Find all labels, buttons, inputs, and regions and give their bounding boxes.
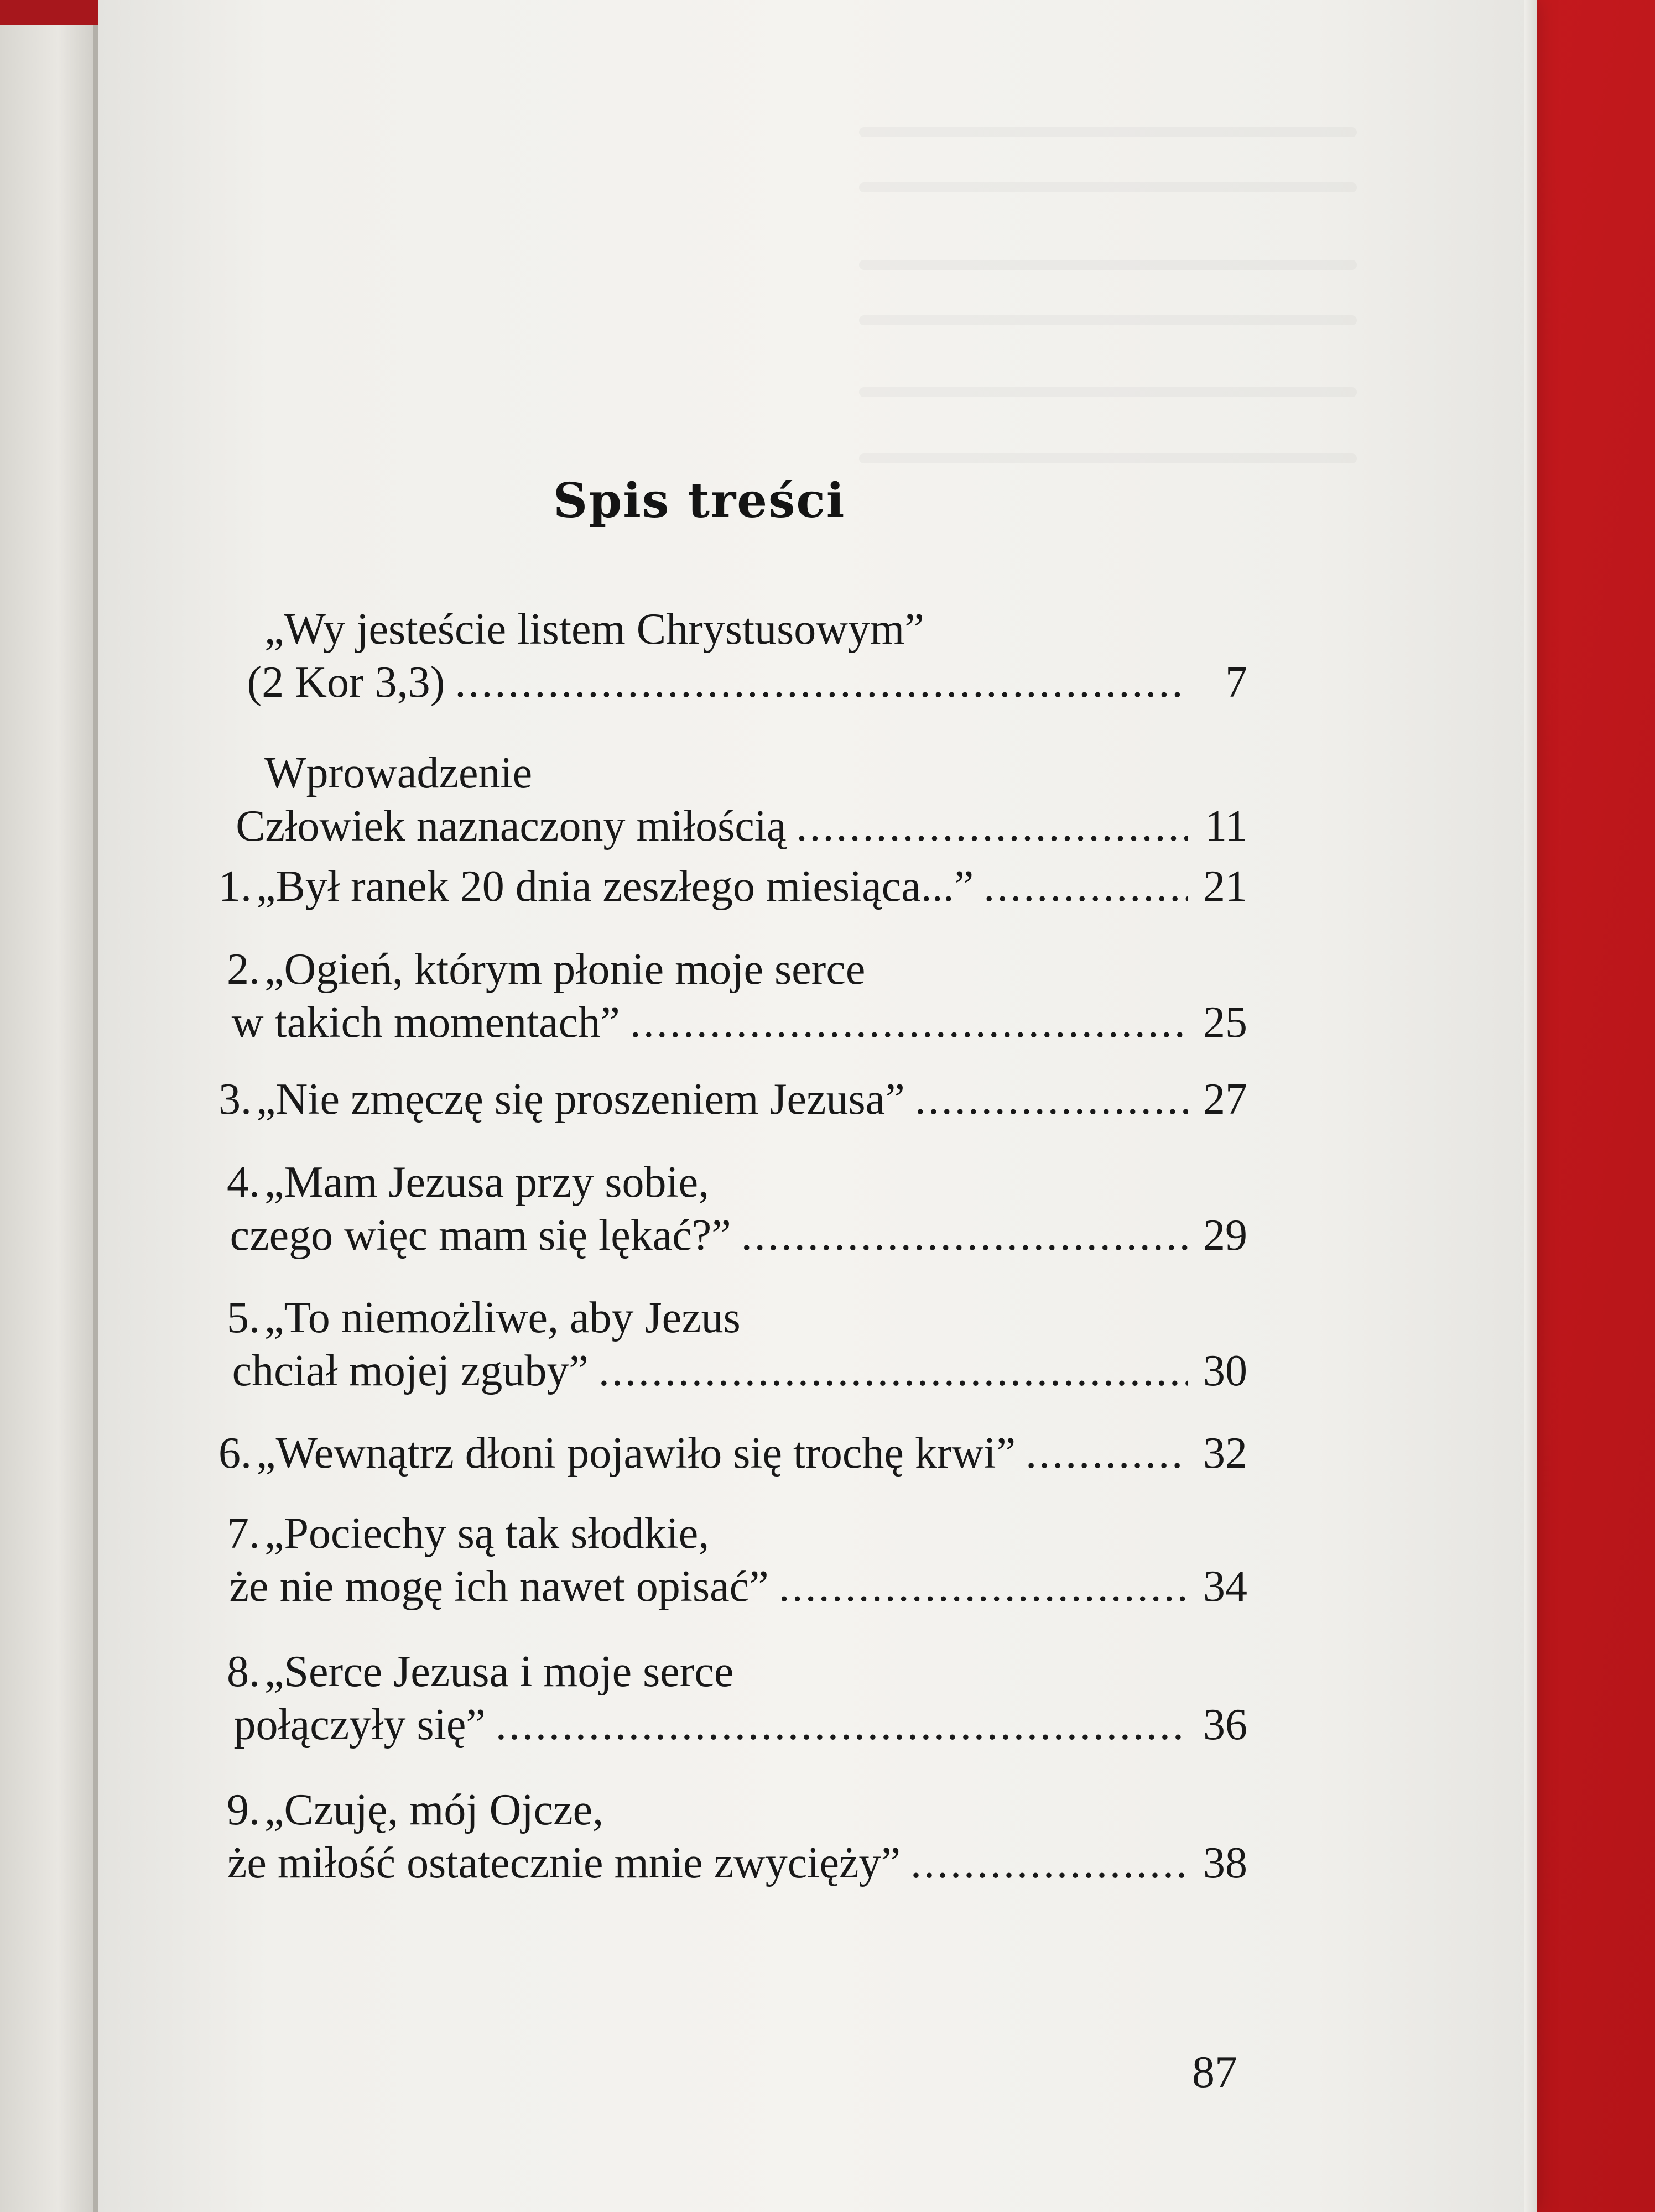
toc-page-number: 29 bbox=[1203, 1211, 1247, 1260]
leader-dots bbox=[1026, 1427, 1188, 1480]
toc-page-number: 36 bbox=[1203, 1700, 1247, 1749]
toc-entry-title: „Serce Jezusa i moje serce bbox=[264, 1647, 734, 1696]
toc-entry-introduction bbox=[218, 747, 1247, 853]
toc-number: 3. bbox=[218, 1075, 252, 1124]
toc-entry-title: że nie mogę ich nawet opisać” bbox=[229, 1562, 769, 1611]
leader-dots bbox=[983, 860, 1188, 913]
toc-line bbox=[218, 1507, 1247, 1560]
toc-entry-title: „Wy jesteście listem Chrystusowym” bbox=[264, 605, 924, 654]
show-through-line bbox=[859, 260, 1357, 270]
toc-line bbox=[218, 1209, 1247, 1262]
toc-line bbox=[218, 1427, 1247, 1480]
show-through-line bbox=[859, 387, 1357, 397]
toc-page-number: 32 bbox=[1203, 1429, 1247, 1478]
toc-line bbox=[218, 1291, 1247, 1344]
toc-entry-title: „To niemożliwe, aby Jezus bbox=[264, 1293, 741, 1342]
toc-line bbox=[218, 603, 1247, 656]
toc-entry-title: czego więc mam się lękać?” bbox=[230, 1211, 731, 1260]
toc-entry-title: w takich momentach” bbox=[231, 998, 620, 1047]
leader-dots bbox=[598, 1344, 1188, 1397]
leader-dots bbox=[779, 1560, 1188, 1613]
leader-dots bbox=[630, 996, 1188, 1049]
toc-entry-chapter-4 bbox=[218, 1156, 1247, 1262]
toc-line bbox=[218, 1837, 1247, 1890]
toc-line bbox=[218, 1073, 1247, 1126]
toc-line bbox=[218, 1156, 1247, 1209]
toc-number: 7. bbox=[227, 1509, 260, 1558]
toc-entry-title: połączyły się” bbox=[233, 1700, 486, 1749]
toc-entry-title: Człowiek naznaczony miłością bbox=[236, 802, 787, 851]
facing-page-edge bbox=[0, 0, 97, 2212]
page-stack-edge bbox=[1524, 0, 1537, 2212]
toc-page-number: 7 bbox=[1225, 658, 1247, 707]
toc-entry-chapter-9 bbox=[218, 1783, 1247, 1890]
show-through-line bbox=[859, 453, 1357, 463]
toc-number: 4. bbox=[227, 1158, 260, 1207]
toc-page-number: 21 bbox=[1203, 862, 1247, 911]
leader-dots bbox=[910, 1837, 1188, 1890]
toc-entry-title: Wprowadzenie bbox=[264, 749, 533, 797]
toc-entry-chapter-1 bbox=[218, 860, 1247, 913]
toc-number: 2. bbox=[227, 945, 260, 994]
toc-entry-chapter-6 bbox=[218, 1427, 1247, 1480]
toc-line bbox=[218, 800, 1247, 853]
toc-title: Spis treści bbox=[553, 473, 846, 529]
toc-line bbox=[218, 943, 1247, 996]
toc-entry-intro-quote bbox=[218, 603, 1247, 709]
toc-number: 6. bbox=[218, 1429, 252, 1478]
toc-entry-title: „Mam Jezusa przy sobie, bbox=[264, 1158, 710, 1207]
toc-entry-title: „Czuję, mój Ojcze, bbox=[264, 1786, 604, 1834]
leader-dots bbox=[741, 1209, 1188, 1262]
toc-entry-title: „Nie zmęczę się proszeniem Jezusa” bbox=[256, 1075, 905, 1124]
toc-line bbox=[218, 656, 1247, 709]
toc-number: 9. bbox=[227, 1786, 260, 1834]
toc-entry-chapter-3 bbox=[218, 1073, 1247, 1126]
toc-line bbox=[218, 1645, 1247, 1698]
toc-entry-title: „Ogień, którym płonie moje serce bbox=[264, 945, 866, 994]
show-through-line bbox=[859, 315, 1357, 325]
leader-dots bbox=[915, 1073, 1188, 1126]
toc-entry-chapter-8 bbox=[218, 1645, 1247, 1751]
toc-line bbox=[218, 996, 1247, 1049]
toc-number: 8. bbox=[227, 1647, 260, 1696]
toc-page-number: 30 bbox=[1203, 1347, 1247, 1395]
toc-line bbox=[218, 1783, 1247, 1837]
toc-number: 5. bbox=[227, 1293, 260, 1342]
toc-entry-title: „Pociechy są tak słodkie, bbox=[264, 1509, 710, 1558]
toc-line bbox=[218, 747, 1247, 800]
toc-entry-title: (2 Kor 3,3) bbox=[247, 658, 445, 707]
leader-dots bbox=[455, 656, 1188, 709]
toc-entry-title: „Wewnątrz dłoni pojawiło się trochę krwi” bbox=[256, 1429, 1016, 1478]
toc-line bbox=[218, 1560, 1247, 1613]
toc-line bbox=[218, 1698, 1247, 1751]
toc-page-number: 11 bbox=[1204, 802, 1247, 851]
leader-dots bbox=[496, 1698, 1188, 1751]
show-through-line bbox=[859, 127, 1357, 137]
toc-entry-title: że miłość ostatecznie mnie zwycięży” bbox=[227, 1839, 901, 1887]
page-folio-number: 87 bbox=[1192, 2047, 1237, 2097]
toc-entry-chapter-5 bbox=[218, 1291, 1247, 1397]
toc-entry-chapter-7 bbox=[218, 1507, 1247, 1613]
show-through-line bbox=[859, 182, 1357, 192]
toc-page-number: 34 bbox=[1203, 1562, 1247, 1611]
toc-entry-title: chciał mojej zguby” bbox=[232, 1347, 589, 1395]
toc-line bbox=[218, 1344, 1247, 1397]
toc-page-number: 27 bbox=[1203, 1075, 1247, 1124]
leader-dots bbox=[797, 800, 1188, 853]
toc-page-number: 25 bbox=[1203, 998, 1247, 1047]
toc-entry-chapter-2 bbox=[218, 943, 1247, 1049]
toc-page-number: 38 bbox=[1203, 1839, 1247, 1887]
toc-number: 1. bbox=[218, 862, 252, 911]
toc-line bbox=[218, 860, 1247, 913]
toc-entry-title: „Był ranek 20 dnia zeszłego miesiąca...” bbox=[256, 862, 974, 911]
